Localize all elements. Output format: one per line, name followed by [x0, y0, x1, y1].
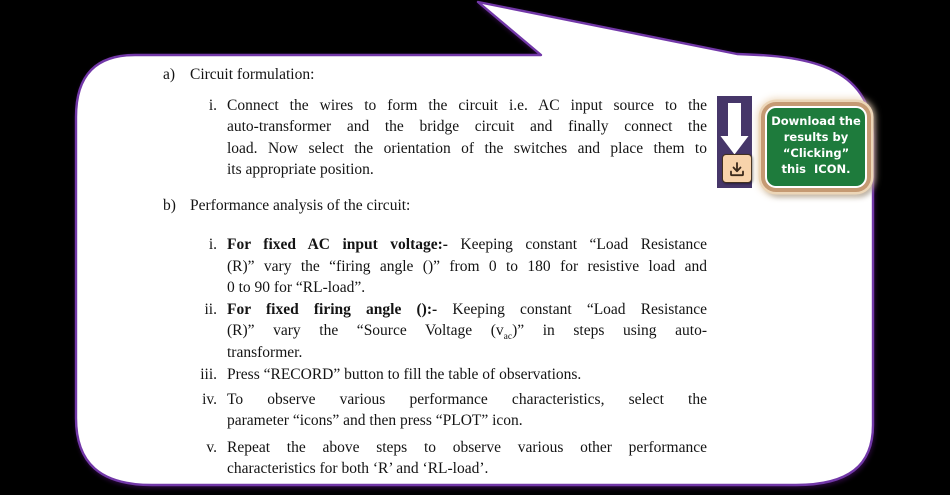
download-note-label: [765, 106, 867, 188]
section-b-heading: [163, 195, 707, 217]
text-line: Press “RECORD” button to fill the table of observations.: [227, 366, 582, 383]
download-note: [761, 102, 871, 192]
note-line: Download the: [771, 114, 861, 128]
text-line: (R)” vary the “firing angle ()” from 0 to 180 for resistive load and: [227, 257, 707, 275]
text-line: transformer.: [227, 343, 303, 361]
text-line: characteristics for both ‘R’ and ‘RL-load’.: [227, 460, 489, 477]
list-number: i.: [208, 96, 217, 114]
list-number: ii.: [204, 300, 217, 318]
text-line: parameter “icons” and then press “PLOT” icon.: [227, 412, 523, 429]
list-item-text: [227, 389, 707, 432]
section-a-title: Circuit formulation:: [190, 66, 315, 83]
subscript: ac: [503, 332, 513, 343]
section-b-number: b): [163, 196, 176, 214]
text-line: For fixed AC input voltage:- Keeping constant “Load Resistance: [227, 236, 707, 253]
text-line: Repeat the above steps to observe various other performance: [227, 438, 707, 456]
bold-phrase: For fixed AC input voltage:-: [227, 236, 448, 253]
text-line: 0 to 90 for “RL-load”.: [227, 279, 366, 296]
text-line: For fixed firing angle ():- Keeping constant “Load Resistance: [227, 300, 707, 318]
text-line: Connect the wires to form the circuit i.e. AC input source to the: [227, 96, 707, 114]
list-number: v.: [206, 438, 217, 456]
text-line: (R)” vary the “Source Voltage $(v_{ac})$” in steps using auto-: [227, 322, 707, 343]
list-number: i.: [208, 236, 217, 253]
download-badge[interactable]: [722, 154, 752, 183]
section-a-number: a): [163, 66, 176, 83]
list-item-b-v: [163, 437, 707, 480]
text-line: auto-transformer and the bridge circuit and finally connect the: [227, 118, 707, 135]
section-b-title: Performance analysis of the circuit:: [190, 196, 411, 214]
list-item-a-i: [163, 95, 707, 181]
list-item-b-ii: [163, 299, 707, 364]
list-item-text: [227, 299, 707, 364]
list-item-text: [227, 364, 707, 386]
download-tray-icon: [728, 160, 746, 178]
list-item-text: [227, 437, 707, 480]
list-number: iii.: [200, 366, 217, 383]
list-item-b-i: [163, 234, 707, 299]
text-line: load. Now select the orientation of the switches and place them to: [227, 139, 707, 157]
text-line: its appropriate position.: [227, 161, 374, 178]
list-item-b-iii: [163, 364, 707, 386]
download-button[interactable]: [717, 96, 752, 188]
note-line: “Clicking”: [782, 146, 850, 160]
instructions-text: [163, 64, 707, 480]
note-line: results by: [783, 130, 849, 144]
list-item-text: [227, 95, 707, 181]
text-line: To observe various performance characteristics, select the: [227, 390, 707, 408]
section-a-heading: [163, 64, 707, 86]
list-number: iv.: [202, 390, 217, 408]
note-line: this ICON.: [781, 162, 851, 176]
list-item-text: [227, 234, 707, 299]
list-item-b-iv: [163, 389, 707, 432]
bold-phrase: For fixed firing angle ():-: [227, 300, 438, 318]
